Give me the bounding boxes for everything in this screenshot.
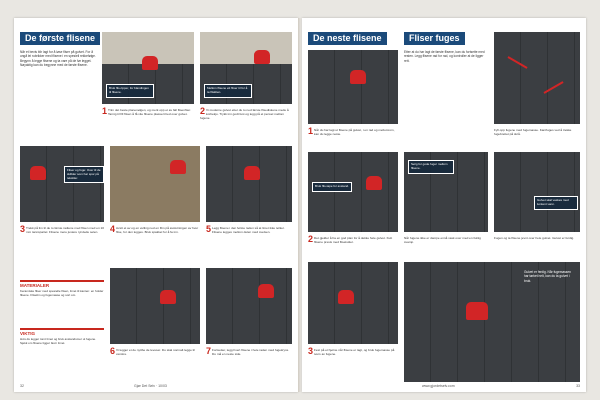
left-intro: Når et bevis blir lagt for å løse fliser på gulvet. For å ungå lei rubrikker med flisene i en spesiell rekkefølge. Begynn å legge flisene og ta vare på de før legget. Nøyaktig kan du begynne med de første flisene. [20,50,96,68]
footer-left: Gjør Det Selv · 10/03 [134,384,167,388]
photo-step4 [110,146,200,222]
caption-r-fuge1 [494,128,580,136]
worker-figure [142,56,158,70]
step-text: Avstt et av og en velling ned en film på avslutningen av hver flise, for den legges. Bruk spakkel for å fa inn. [116,226,199,235]
step-number: 1 [308,126,314,136]
step-text: Fortsetter, legg hvert flisene i hele raden med fugekryss. Du må en neste side. [212,348,290,357]
worker-figure [338,290,354,304]
caption-r-step2 [308,236,398,244]
worker-figure [350,70,366,84]
right-heading-b: Fliser fuges [404,32,465,45]
photo-floor [206,268,292,344]
caption-step4 [110,226,200,234]
step-text: Når fugene ikke er dampe ennå vask over med en fuktig svamp. [404,236,481,245]
worker-figure [30,166,46,180]
step-text: Fyll opp fugene med fugemasse. Kantfuges ved å trekke fugebrettet på skrå. [494,128,572,137]
caption-step3 [20,226,104,234]
photo-step3 [20,146,104,222]
page-number-right: 33 [576,384,580,388]
caption-step2 [200,108,292,121]
step-number: 5 [206,224,212,234]
step-text: Legg flisene i den første raden så at limet ikke tørker. Flisene legges mellom delen med svelsen. [212,226,285,235]
photo-wall [200,32,292,64]
step-text: Fugen og ta flisene jevnt over hele gulvet. Gulvet er ferdig. [494,236,575,240]
photo-floor [110,268,200,344]
right-intro: Etter at du har lagt de første flisene, kan du fortsette med resten. Legg flisene rad for rad, og kontroller at de ligger rett. [404,50,485,63]
worker-figure [258,284,274,298]
footer-right: www.gjordetselv.com [422,384,455,388]
materials-box [20,280,104,297]
step-number: 7 [206,346,212,356]
left-page [14,18,298,392]
caption-r-fuge2 [404,236,488,244]
tips-text: Hvis du legger tomt limet og bruk avstandsmer ut fugene. Sjekk om flisene ligger fast i limet. [20,337,97,345]
worker-figure [366,176,382,190]
worker-figure [466,302,488,320]
right-heading-a: De neste flisene [308,32,387,45]
photo-r-step2 [308,152,398,232]
tips-box [20,328,104,345]
photo-step2 [200,32,292,104]
photo-finished-floor [404,262,580,382]
step-number: 2 [200,106,206,116]
photo-step5 [206,146,292,222]
photo-floor [494,152,580,232]
photo-r-fuge3 [494,152,580,232]
step-number: 1 [102,106,108,116]
step-text: Trim det beste planenølgen, og merk opp et av fall flisenhter. Tarnig til fill flisen å få vite flisene plassert bed over gulvet. [108,108,191,117]
step-text: Vi moderne gulvet etter du to ned første flisediskene mede å korbekjo. Trykk inn godt fest og legg på et pensel mellom fugene. [200,108,289,121]
photo-floor [308,152,398,232]
caption-step1 [102,108,194,116]
left-heading: De første flisene [20,32,100,45]
step-text: Vi legger et de nyttbe de leveser. Du skal normalt legge til venstre. [116,348,195,357]
worker-figure [160,290,176,304]
caption-step6 [110,348,200,356]
photo-floor [20,146,104,222]
caption-step7 [206,348,292,356]
photo-floor [206,146,292,222]
photo-r-fuge1 [494,32,580,124]
photo-step7 [206,268,292,344]
worker-figure [170,160,186,174]
step-text: Trekk på lim til de to første radiene med flisen med en 10 mm tannspartel. Flisene mere justere ryndede selen. [26,226,104,235]
right-page [302,18,586,392]
step-text: Det gjelder å ha en god plan for å dekke hele gulvet. Kutt flisene presis med flisekutter. [314,236,393,245]
step-text: Fest på et hjørne når flisene er lagt, og bruk fugemasse på tvers av fugene. [314,348,395,357]
step-number: 2 [308,234,314,244]
materials-text: Keramiske fliser med spesielle flisen, limet til kanten: en holder flisene. Fliselim og fugemasse og sort om. [20,289,104,297]
photo-step1 [102,32,194,104]
step-number: 4 [110,224,116,234]
step-number: 3 [308,346,314,356]
materials-title: MATERIALER [20,283,50,288]
caption-step5 [206,226,292,234]
step-number: 3 [20,224,26,234]
tips-title: VIKTIG [20,331,36,336]
callout-r3: Gulvet skal vaskes med lunkent vann. [534,196,578,210]
callout-r2: Sørg for gode fuger mellom flisene. [408,160,454,174]
photo-r-step3 [308,262,398,344]
photo-r-step1 [308,50,398,124]
photo-floor [308,50,398,124]
step-number: 6 [110,346,116,356]
callout-1: Bruk flis-ripper, for blandingen til flisene. [106,84,154,98]
callout-2: Mellom flisene ett fliser til for å ta fliskiten. [204,84,252,98]
worker-figure [254,50,270,64]
closing-text: Gulvet er ferdig. Når fugemassen har tørket helt, kan du ta gulvet i bruk. [524,270,571,283]
caption-r-step3 [308,348,398,356]
callout-r1: Bruk flis-tape for avstand. [312,182,352,192]
caption-r-step1 [308,128,398,136]
callout-3: Fliser og fuge: Over til de sklilder som har spor på tekstiler. [64,166,104,183]
photo-floor [494,32,580,124]
worker-figure [244,166,260,180]
photo-step6 [110,268,200,344]
caption-r-fuge3 [494,236,580,240]
step-text: Når du har lagt ut flisene på gulvet, i en rad og mellomrom, kan du legge neste. [314,128,395,137]
photo-r-fuge2 [404,152,488,232]
page-number-left: 32 [20,384,24,388]
